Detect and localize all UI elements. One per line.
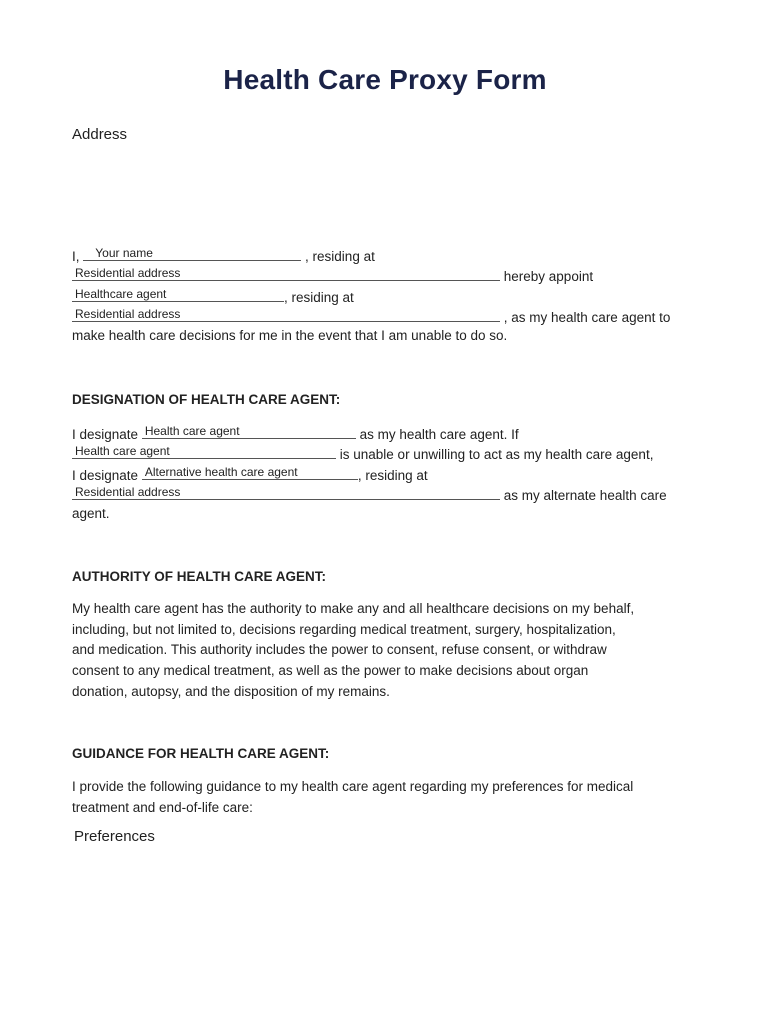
form-title: Health Care Proxy Form	[223, 64, 547, 95]
unable-text: is unable or unwilling to act as my health care agent,	[339, 447, 654, 462]
alternative-agent-placeholder: Alternative health care agent	[144, 465, 298, 479]
alternate-agent-text: as my alternate health care	[503, 488, 667, 503]
guidance-paragraph	[72, 777, 702, 818]
designation-line-2	[72, 444, 653, 462]
health-care-agent-placeholder-2: Health care agent	[75, 444, 170, 458]
health-care-agent-placeholder: Health care agent	[144, 424, 240, 438]
your-name-placeholder: Your name	[95, 246, 153, 260]
designation-line-4	[72, 485, 667, 503]
intro-line-4	[72, 307, 670, 325]
intro-line-1	[72, 246, 375, 264]
your-name-field[interactable]	[83, 246, 301, 261]
intro-line-2	[72, 266, 593, 284]
residence-field-2[interactable]	[72, 307, 500, 322]
healthcare-agent-field[interactable]	[72, 287, 284, 302]
guidance-line: I provide the following guidance to my health care agent regarding my preferences for medical	[72, 779, 634, 794]
alternative-agent-field[interactable]	[142, 465, 358, 480]
authority-paragraph	[72, 599, 702, 703]
intro-prefix: I,	[72, 249, 80, 264]
authority-line: and medication. This authority includes the power to consent, refuse consent, or withdraw	[72, 642, 607, 658]
designate-text-2: I designate	[72, 468, 139, 483]
health-care-agent-field[interactable]	[142, 424, 356, 439]
preferences-field-label[interactable]: Preferences	[74, 828, 155, 845]
residing-text-1: , residing at	[305, 249, 375, 264]
residence-placeholder-1: Residential address	[75, 266, 181, 280]
residence-placeholder-3: Residential address	[75, 485, 181, 499]
residence-placeholder-2: Residential address	[75, 307, 181, 321]
as-agent-text: as my health care agent. If	[359, 427, 519, 442]
designation-line-5: agent.	[72, 506, 110, 521]
authority-line: including, but not limited to, decisions regarding medical treatment, surgery, hospitalization,	[72, 621, 616, 637]
healthcare-agent-placeholder: Healthcare agent	[75, 287, 167, 301]
residing-text-3: , residing at	[357, 468, 428, 483]
residence-field-1[interactable]	[72, 266, 500, 281]
residence-field-3[interactable]	[72, 485, 500, 500]
authority-heading: AUTHORITY OF HEALTH CARE AGENT:	[72, 569, 326, 584]
intro-line-3	[72, 287, 354, 305]
authority-line: consent to any medical treatment, as well as the power to make decisions about organ	[72, 663, 589, 679]
authority-line: donation, autopsy, and the disposition of my remains.	[72, 683, 390, 699]
designation-line-1	[72, 424, 519, 442]
authority-line: My health care agent has the authority to make any and all healthcare decisions on my behalf,	[72, 601, 635, 616]
intro-line-5: make health care decisions for me in the event that I am unable to do so.	[72, 328, 508, 343]
address-field-label[interactable]: Address	[72, 126, 128, 143]
designation-heading: DESIGNATION OF HEALTH CARE AGENT:	[72, 392, 341, 407]
guidance-heading: GUIDANCE FOR HEALTH CARE AGENT:	[72, 746, 330, 761]
health-care-agent-field-2[interactable]	[72, 444, 336, 459]
hereby-appoint-text: hereby appoint	[503, 269, 594, 284]
agent-to-text: , as my health care agent to	[503, 310, 671, 325]
residing-text-2: , residing at	[284, 290, 354, 305]
guidance-line: treatment and end-of-life care:	[72, 799, 253, 815]
designation-line-3	[72, 465, 428, 483]
designate-text-1: I designate	[72, 427, 139, 442]
